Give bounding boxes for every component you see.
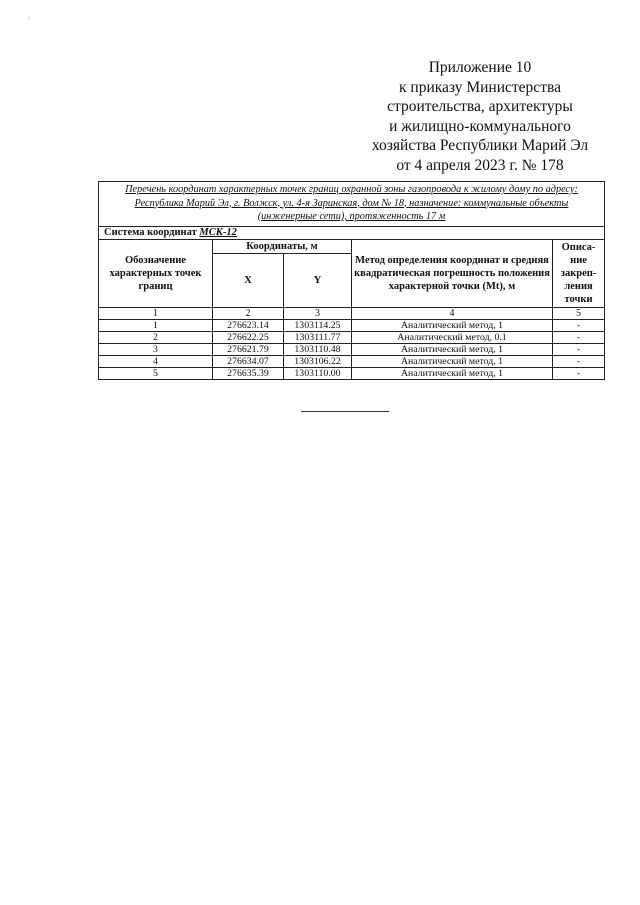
header-line: от 4 апреля 2023 г. № 178 xyxy=(396,156,564,174)
col-header-desc: Описа-ние закреп-ления точки xyxy=(553,239,605,307)
cell-point: 2 xyxy=(99,331,213,343)
cell-desc: - xyxy=(553,343,605,355)
corner-mark: ' xyxy=(28,16,30,26)
header-line: к приказу Министерства xyxy=(399,78,561,96)
cell-desc: - xyxy=(553,331,605,343)
table-row xyxy=(99,355,605,367)
cell-y: 1303111.77 xyxy=(284,331,352,343)
cell-point: 5 xyxy=(99,367,213,379)
col-header-method: Метод определения координат и средняя квадратическая погрешность положения характерной точки (Mt), м xyxy=(352,239,553,307)
cell-y: 1303114.25 xyxy=(284,319,352,331)
coordinate-system-value: МСК-12 xyxy=(199,226,237,238)
col-number: 5 xyxy=(553,307,605,319)
col-header-x: X xyxy=(213,253,284,307)
col-header-point: Обозначение характерных точек границ xyxy=(99,239,213,307)
cell-x: 276623.14 xyxy=(213,319,284,331)
cell-method: Аналитический метод, 1 xyxy=(352,343,553,355)
cell-y: 1303110.48 xyxy=(284,343,352,355)
coordinate-system-label: Система координат xyxy=(104,226,197,238)
coordinate-system-row xyxy=(99,226,605,239)
table-row xyxy=(99,367,605,379)
cell-point: 1 xyxy=(99,319,213,331)
end-divider-line xyxy=(301,411,389,412)
table-title: Перечень координат характерных точек границ охранной зоны газопровода к жилому дому по адресу: Республика Марий Эл, г. Волжск, ул. 4-я Заринская, дом № 18, назначение: коммунальные объекты (инженерные сети), протяженность 17 м xyxy=(99,182,605,227)
cell-desc: - xyxy=(553,367,605,379)
cell-y: 1303106.22 xyxy=(284,355,352,367)
header-line: и жилищно-коммунального xyxy=(389,117,571,135)
cell-method: Аналитический метод, 1 xyxy=(352,355,553,367)
cell-point: 4 xyxy=(99,355,213,367)
appendix-header xyxy=(350,58,610,175)
table-row xyxy=(99,331,605,343)
table-row xyxy=(99,319,605,331)
header-line: Приложение 10 xyxy=(428,59,532,76)
cell-method: Аналитический метод, 1 xyxy=(352,367,553,379)
header-line: строительства, архитектуры xyxy=(387,98,573,115)
col-number: 3 xyxy=(284,307,352,319)
cell-method: Аналитический метод, 1 xyxy=(352,319,553,331)
col-number: 2 xyxy=(213,307,284,319)
col-header-coords: Координаты, м xyxy=(213,239,352,253)
column-number-row xyxy=(99,307,605,319)
col-number: 4 xyxy=(352,307,553,319)
cell-desc: - xyxy=(553,319,605,331)
header-line: хозяйства Республики Марий Эл xyxy=(371,137,589,154)
cell-y: 1303110.00 xyxy=(284,367,352,379)
coordinates-table xyxy=(98,181,605,380)
cell-x: 276634.07 xyxy=(213,355,284,367)
cell-desc: - xyxy=(553,355,605,367)
cell-point: 3 xyxy=(99,343,213,355)
col-number: 1 xyxy=(99,307,213,319)
cell-x: 276622.25 xyxy=(213,331,284,343)
cell-x: 276635.39 xyxy=(213,367,284,379)
table-row xyxy=(99,343,605,355)
cell-method: Аналитический метод, 0.1 xyxy=(352,331,553,343)
col-header-y: Y xyxy=(284,253,352,307)
cell-x: 276621.79 xyxy=(213,343,284,355)
